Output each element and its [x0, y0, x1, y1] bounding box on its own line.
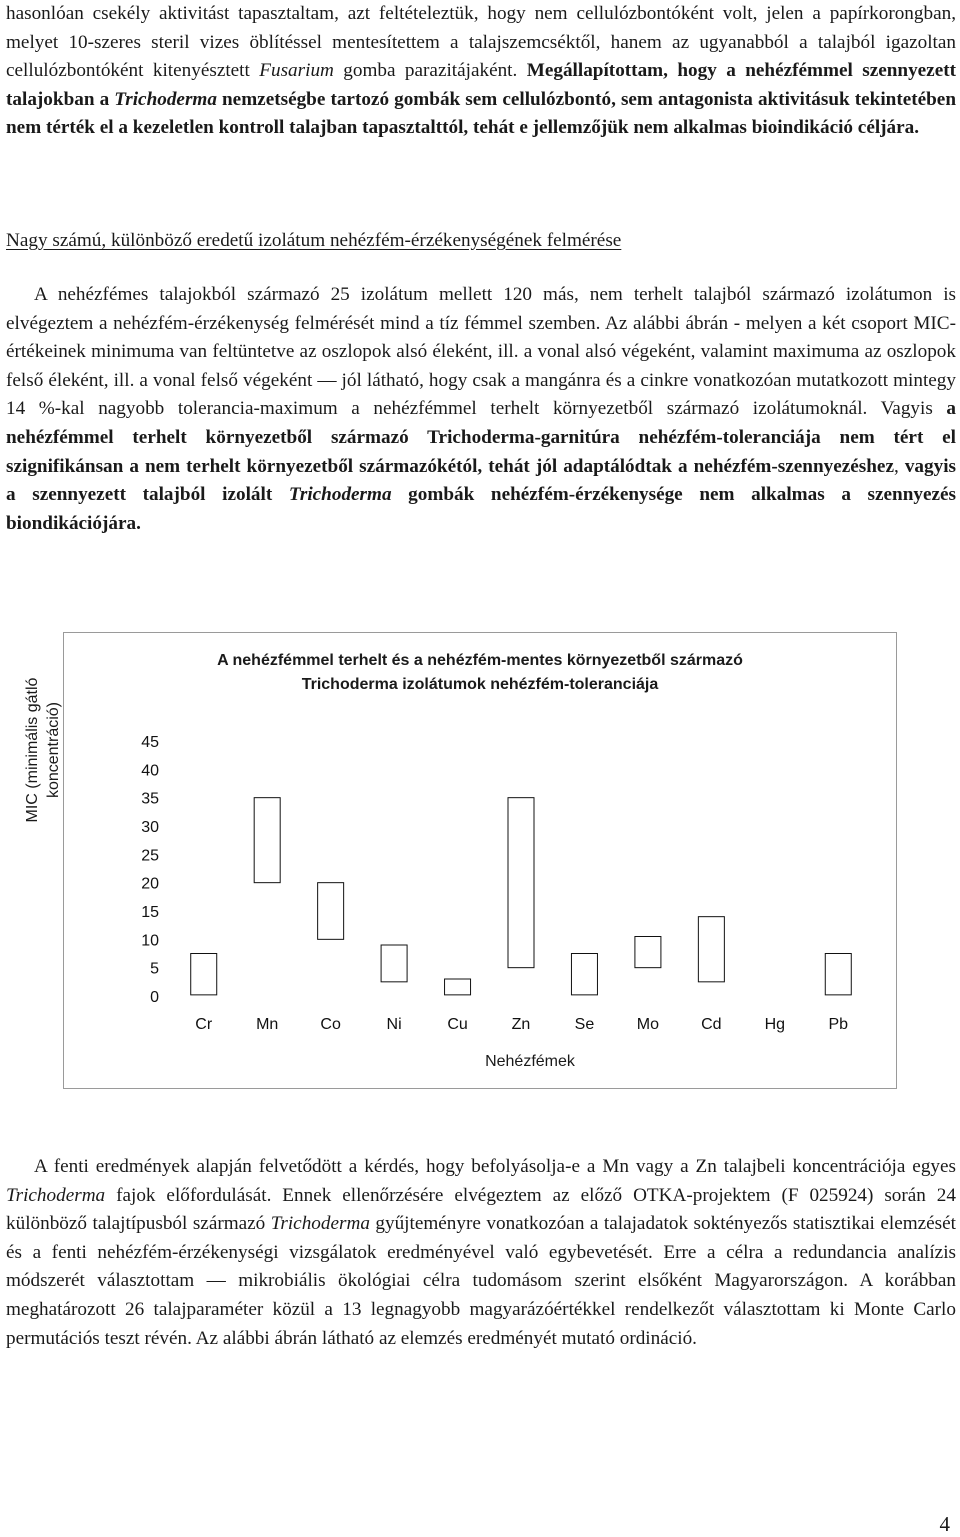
range-bar-cu: [445, 979, 471, 995]
discussion-text-3: gyűjteményre vonatkozóan a talajadatok soktényezős statisztikai elemzését és a fenti nehézfém-érzékenységi vizsgálatok eredményével való egybevetését. Erre a célra a redundancia analízis módszerét választottam — mikrobiális ökológiai célra tudomásom szerint elsőként Magyarországon. A korábban meghatározott 26 talajparaméter közül a 13 legnagyobb magyarázóértékkel rendelkezőt választottam ki Monte Carlo permutációs teszt révén. Az alábbi ábrán látható az elemzés eredményét mutató ordináció.: [6, 1213, 956, 1349]
range-bar-cr: [191, 954, 217, 995]
paragraph-results: [6, 281, 956, 538]
intro-bold-italic-trichoderma: Trichoderma: [114, 88, 217, 110]
results-bold-1: a nehézfémmel terhelt környezetből származó Trichoderma-garnitúra nehézfém-toleranciája nem tért el szignifikánsan a nem terhelt környezetből származókétól, tehát jól adaptálódtak a nehézfém-szennyezéshez: [6, 398, 956, 477]
x-tick-label-ni: Ni: [386, 1016, 402, 1033]
intro-bold-2: nemzetségbe tartozó gombák sem cellulózbontó, sem antagonista aktivitásuk tekintetében nem térték el a kezeletlen kontroll talajban tapasztalttól, tehát e jellemzőjük nem alkalmas bioindikáció céljára.: [6, 88, 956, 139]
page-number: 4: [939, 1512, 950, 1536]
x-tick-label-cu: Cu: [447, 1016, 468, 1033]
paragraph-discussion: [6, 1153, 956, 1353]
section-heading: Nagy számú, különböző eredetű izolátum nehézfém-érzékenységének felmérése: [6, 230, 622, 251]
range-bar-mo: [635, 937, 661, 968]
intro-text-2: gomba parazitájaként.: [333, 60, 527, 82]
x-tick-label-zn: Zn: [511, 1016, 531, 1033]
x-tick-label-se: Se: [574, 1016, 595, 1033]
x-tick-label-pb: Pb: [828, 1016, 849, 1033]
range-bar-co: [318, 883, 344, 940]
chart-x-axis-label: Nehézfémek: [485, 1053, 575, 1070]
range-bar-mn: [254, 798, 280, 883]
x-tick-label-cd: Cd: [701, 1016, 722, 1033]
y-tick-label-25: 25: [141, 847, 159, 865]
y-tick-label-10: 10: [141, 932, 159, 950]
chart-title-line-1: A nehézfémmel terhelt és a nehézfém-mentes környezetből származó: [217, 652, 743, 669]
y-tick-label-45: 45: [141, 734, 159, 751]
x-tick-label-hg: Hg: [764, 1016, 786, 1033]
range-bar-se: [571, 954, 597, 995]
x-tick-label-co: Co: [320, 1016, 341, 1033]
x-tick-label-mo: Mo: [636, 1016, 660, 1033]
chart-plot: [64, 633, 896, 1088]
results-text-1: A nehézfémes talajokból származó 25 izolátum mellett 120 más, nem terhelt talajból származó izolátumon is elvégeztem a nehézfém-érzékenység felmérését mind a tíz fémmel szemben. Az alábbi ábrán - melyen a két csoport MIC-értékeinek minimuma van feltüntetve az oszlopok alsó éleként, ill. a vonal alsó végeként, valamint maximuma az oszlopok felső éleként, ill. a vonal felső végeként — jól látható, hogy csak a mangánra és a cinkre vonatkozóan mutatkozott mintegy 14 %-kal nagyobb tolerancia-maximum a nehézfémmel terhelt környezetből származó izolátumoknál. Vagyis: [6, 284, 956, 420]
discussion-text-1: A fenti eredmények alapján felvetődött a kérdés, hogy befolyásolja-e a Mn vagy a Zn talajbeli koncentrációja egyes: [34, 1156, 956, 1177]
discussion-text-2: fajok előfordulását. Ennek ellenőrzésére elvégeztem az előző OTKA-projektem (F 025924) során 24 különböző talajtípusból származó: [6, 1184, 956, 1235]
range-bar-cd: [698, 917, 724, 982]
y-tick-label-0: 0: [150, 989, 159, 1006]
chart-y-axis-label-line-2: koncentráció): [45, 701, 62, 799]
range-bar-zn: [508, 798, 534, 968]
intro-bold-1: Megállapítottam, hogy a nehézfémmel szennyezett talajokban a: [6, 60, 956, 110]
tolerance-chart: [63, 632, 897, 1089]
results-text-2: ,: [893, 455, 905, 477]
y-tick-label-15: 15: [141, 904, 159, 921]
results-bold-italic-trichoderma: Trichoderma: [288, 484, 392, 506]
y-tick-label-20: 20: [141, 875, 159, 893]
chart-title-line-2: Trichoderma izolátumok nehézfém-toleranciája: [301, 676, 659, 693]
discussion-italic-1: Trichoderma: [6, 1184, 106, 1206]
y-tick-label-35: 35: [141, 790, 159, 808]
intro-text-1: hasonlóan csekély aktivitást tapasztaltam, azt feltételeztük, hogy nem cellulózbontóként volt, jelen a papírkorongban, melyet 10-szeres steril vizes öblítéssel mentesítettem a talajszemcséktől, hanem az ugyanabból a talajból igazoltan cellulózbontóként kitenyésztett: [6, 3, 956, 82]
y-tick-label-30: 30: [141, 819, 159, 836]
intro-italic-fusarium: Fusarium: [259, 60, 334, 82]
range-bar-pb: [825, 954, 851, 995]
range-bar-ni: [381, 945, 407, 982]
chart-y-axis-label-line-1: MIC (minimális gátló: [24, 677, 41, 823]
x-tick-label-cr: Cr: [195, 1016, 213, 1033]
x-tick-label-mn: Mn: [256, 1016, 279, 1033]
paragraph-intro: [6, 0, 956, 143]
results-bold-2: vagyis a szennyezett talajból izolált: [6, 455, 956, 506]
results-bold-3: gombák nehézfém-érzékenysége nem alkalmas a szennyezés biondikációjára.: [6, 484, 956, 534]
y-tick-label-40: 40: [141, 762, 159, 780]
discussion-italic-2: Trichoderma: [270, 1213, 370, 1235]
y-tick-label-5: 5: [150, 960, 159, 978]
